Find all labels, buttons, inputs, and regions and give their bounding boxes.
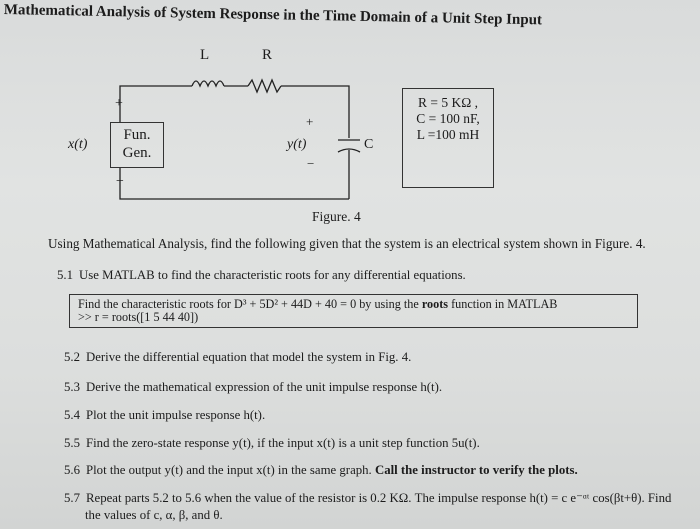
question-number: 5.5 [64, 436, 80, 450]
question-number: 5.2 [64, 350, 80, 364]
question-text: Use MATLAB to find the characteristic roots for any differential equations. [79, 268, 466, 282]
intro-text: Using Mathematical Analysis, find the following given that the system is an electrical system shown in Figure. 4. [48, 236, 646, 251]
figure-caption: Figure. 4 [312, 209, 361, 224]
source-plus: + [115, 96, 123, 111]
input-label: x(t) [68, 137, 88, 152]
generator-line2: Gen. [122, 145, 152, 161]
param-l: L =100 mH [416, 127, 480, 142]
question-text: Plot the output y(t) and the input x(t) in the same graph. [86, 463, 372, 477]
question-text: Repeat parts 5.2 to 5.6 when the value of the resistor is 0.2 KΩ. The impulse response h(t) = c e⁻ᵅᵗ cos(βt+θ). Find [86, 491, 672, 505]
question-5-7 [64, 491, 671, 506]
question-text: Plot the unit impulse response h(t). [86, 408, 266, 422]
question-number: 5.7 [64, 491, 80, 505]
wire-left-top [120, 86, 192, 122]
resistor-label: R [262, 47, 273, 63]
output-minus: − [307, 156, 315, 171]
question-5-6 [64, 463, 578, 478]
wire-right [281, 86, 349, 138]
question-5-4 [64, 408, 265, 423]
inductor-label: L [200, 47, 210, 63]
question-5-7-continued: the values of c, α, β, and θ. [85, 508, 223, 522]
question-5-1 [57, 268, 466, 283]
output-plus: + [306, 114, 314, 129]
question-5-5 [64, 436, 480, 451]
question-5-2 [64, 350, 411, 365]
question-5-3 [64, 380, 442, 395]
question-number: 5.4 [64, 408, 80, 422]
function-generator [110, 122, 164, 168]
output-label: y(t) [287, 137, 307, 152]
question-text: Find the zero-state response y(t), if the input x(t) is a unit step function 5u(t). [86, 436, 480, 450]
page-title: Mathematical Analysis of System Response in the Time Domain of a Unit Step Input [3, 2, 543, 29]
capacitor-label: C [364, 137, 374, 152]
wire-bottom [120, 168, 349, 199]
inductor-coil [192, 81, 224, 86]
question-text: Derive the differential equation that model the system in Fig. 4. [86, 350, 412, 364]
param-c: C = 100 nF, [416, 111, 480, 126]
question-bold-note: Call the instructor to verify the plots. [374, 463, 578, 477]
question-number: 5.1 [57, 268, 73, 282]
source-minus: − [116, 174, 124, 189]
question-number: 5.6 [64, 463, 80, 477]
question-text: Derive the mathematical expression of the unit impulse response h(t). [86, 380, 443, 394]
matlab-line2: >> r = roots([1 5 44 40]) [78, 310, 199, 324]
matlab-box [69, 294, 638, 328]
parameter-box [402, 88, 494, 188]
matlab-line1-suffix: function in MATLAB [451, 297, 558, 311]
param-r: R = 5 KΩ , [417, 95, 479, 110]
resistor-zigzag [248, 80, 281, 92]
matlab-roots-keyword: roots [421, 297, 449, 311]
question-number: 5.3 [64, 380, 80, 394]
generator-line1: Fun. [123, 127, 151, 143]
matlab-line1-prefix: Find the characteristic roots for D³ + 5D² + 44D + 40 = 0 by using the [78, 297, 419, 311]
